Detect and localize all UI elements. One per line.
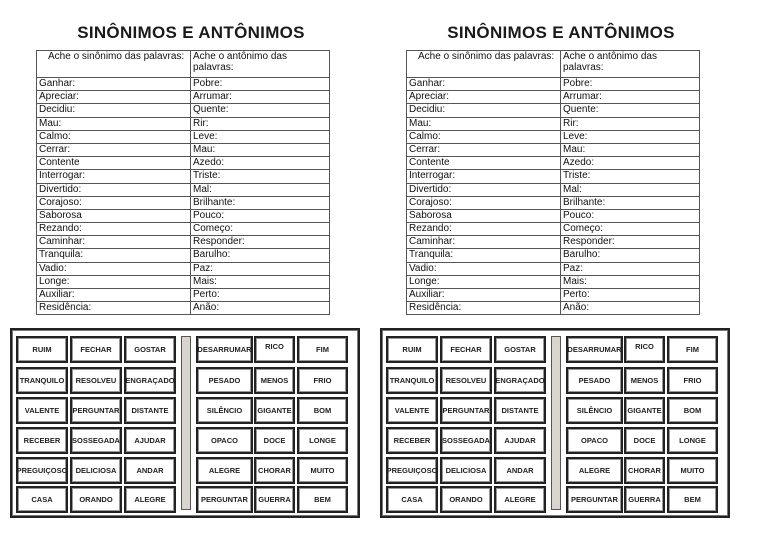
word-bank-cell: AJUDAR (494, 427, 546, 454)
synonym-word-cell[interactable]: Interrogar: (407, 170, 561, 183)
word-bank-cell: CASA (16, 486, 68, 513)
antonym-word-cell[interactable]: Mais: (191, 275, 330, 288)
table-row (407, 117, 700, 130)
table-header-row (37, 51, 330, 78)
word-bank-cell: DISTANTE (124, 397, 176, 424)
synonym-word-cell[interactable]: Apreciar: (407, 91, 561, 104)
word-bank-cell: GUERRA (624, 486, 665, 513)
table-row (37, 209, 330, 222)
word-bank-cell: MENOS (624, 367, 665, 394)
antonym-instruction: Ache o antônimo das palavras: (561, 51, 700, 78)
table-row (37, 91, 330, 104)
word-bank-cell: ORANDO (70, 486, 122, 513)
word-bank-cell: SILÊNCIO (196, 397, 253, 424)
antonym-word-cell[interactable]: Começo: (191, 223, 330, 236)
antonym-word-cell[interactable]: Pouco: (191, 209, 330, 222)
word-bank-cell: GIGANTE (624, 397, 665, 424)
word-bank-cell: PESADO (196, 367, 253, 394)
word-bank-cell: DESARRUMAR (196, 336, 253, 363)
word-bank-cell: FIM (667, 336, 718, 363)
word-bank-cell: ENGRAÇADO (124, 367, 176, 394)
antonym-word-cell[interactable]: Mal: (561, 183, 700, 196)
word-bank-cell: BEM (297, 486, 348, 513)
synonym-word-cell[interactable]: Longe: (407, 275, 561, 288)
synonym-word-cell[interactable]: Apreciar: (37, 91, 191, 104)
word-bank-cell: ANDAR (124, 457, 176, 484)
word-bank-cell: PERGUNTAR (70, 397, 122, 424)
antonym-instruction: Ache o antônimo das palavras: (191, 51, 330, 78)
word-bank-cell: FIM (297, 336, 348, 363)
word-bank-cell: CHORAR (254, 457, 295, 484)
word-bank-cell: BOM (667, 397, 718, 424)
antonym-word-cell[interactable]: Leve: (191, 130, 330, 143)
synonym-word-cell[interactable]: Decidiu: (37, 104, 191, 117)
table-row (407, 143, 700, 156)
table-row (37, 275, 330, 288)
word-bank-cell: BEM (667, 486, 718, 513)
synonym-word-cell[interactable]: Interrogar: (37, 170, 191, 183)
word-bank-cell: DISTANTE (494, 397, 546, 424)
word-bank-cell: DELICIOSA (440, 457, 492, 484)
synonym-word-cell[interactable]: Calmo: (37, 130, 191, 143)
word-bank-cell: GOSTAR (494, 336, 546, 363)
antonym-word-cell[interactable]: Azedo: (561, 157, 700, 170)
table-row (407, 223, 700, 236)
table-row (37, 183, 330, 196)
table-row (37, 302, 330, 315)
synonym-antonym-table (406, 50, 700, 315)
word-bank-cell: DOCE (254, 427, 295, 454)
antonym-word-cell[interactable]: Barulho: (191, 249, 330, 262)
antonym-word-cell[interactable]: Perto: (561, 289, 700, 302)
antonym-word-cell[interactable]: Triste: (191, 170, 330, 183)
word-bank-cell: SOSSEGADA (70, 427, 122, 454)
word-bank-cell: VALENTE (16, 397, 68, 424)
synonym-word-cell[interactable]: Ganhar: (37, 78, 191, 91)
synonym-word-cell[interactable]: Calmo: (407, 130, 561, 143)
word-bank-cell: ALEGRE (494, 486, 546, 513)
table-row (407, 157, 700, 170)
word-bank-cell: RUIM (386, 336, 438, 363)
table-row (37, 196, 330, 209)
word-bank-cell: FECHAR (440, 336, 492, 363)
synonym-word-cell[interactable]: Tranquila: (407, 249, 561, 262)
word-bank-cell: LONGE (667, 427, 718, 454)
synonym-word-cell[interactable]: Contente (37, 157, 191, 170)
word-bank-cell: TRANQUILO (386, 367, 438, 394)
synonym-word-cell[interactable]: Residência: (407, 302, 561, 315)
antonym-word-cell[interactable]: Arrumar: (191, 91, 330, 104)
word-bank-cell: RICO (624, 336, 665, 363)
word-bank-cell: CASA (386, 486, 438, 513)
word-bank-cell: OPACO (196, 427, 253, 454)
table-row (407, 236, 700, 249)
table-row (37, 289, 330, 302)
synonym-word-cell[interactable]: Longe: (37, 275, 191, 288)
table-row (407, 130, 700, 143)
antonym-word-cell[interactable]: Mal: (191, 183, 330, 196)
antonym-word-cell[interactable]: Leve: (561, 130, 700, 143)
word-bank-cell: RESOLVEU (440, 367, 492, 394)
word-bank-cell: RICO (254, 336, 295, 363)
synonym-word-cell[interactable]: Corajoso: (407, 196, 561, 209)
word-bank-cell: ALEGRE (566, 457, 623, 484)
antonym-word-cell[interactable]: Mau: (561, 143, 700, 156)
worksheet-title: SINÔNIMOS E ANTÔNIMOS (447, 23, 675, 42)
antonym-word-cell[interactable]: Pobre: (561, 78, 700, 91)
table-row (407, 249, 700, 262)
word-bank-cell: ALEGRE (124, 486, 176, 513)
table-row (37, 130, 330, 143)
word-bank-cell: GUERRA (254, 486, 295, 513)
synonym-word-cell[interactable]: Cerrar: (407, 143, 561, 156)
antonym-word-cell[interactable]: Brilhante: (191, 196, 330, 209)
antonym-word-cell[interactable]: Quente: (561, 104, 700, 117)
table-row (37, 249, 330, 262)
antonym-word-cell[interactable]: Mau: (191, 143, 330, 156)
synonym-word-cell[interactable]: Contente (407, 157, 561, 170)
antonym-word-cell[interactable]: Anão: (191, 302, 330, 315)
antonym-word-cell[interactable]: Rir: (561, 117, 700, 130)
antonym-word-cell[interactable]: Mais: (561, 275, 700, 288)
antonym-word-cell[interactable]: Barulho: (561, 249, 700, 262)
word-bank-cell: PESADO (566, 367, 623, 394)
word-bank-cell: MUITO (667, 457, 718, 484)
word-bank-cell: PERGUNTAR (196, 486, 253, 513)
synonym-word-cell[interactable]: Saborosa (407, 209, 561, 222)
word-bank-cell: LONGE (297, 427, 348, 454)
word-bank-cell: SOSSEGADA (440, 427, 492, 454)
table-row (37, 78, 330, 91)
word-bank-cell: VALENTE (386, 397, 438, 424)
synonym-word-cell[interactable]: Divertido: (37, 183, 191, 196)
antonym-word-cell[interactable]: Pobre: (191, 78, 330, 91)
table-row (407, 104, 700, 117)
table-row (407, 196, 700, 209)
table-row (407, 91, 700, 104)
antonym-word-cell[interactable]: Pouco: (561, 209, 700, 222)
antonym-word-cell[interactable]: Arrumar: (561, 91, 700, 104)
synonym-antonym-table (36, 50, 330, 315)
word-bank-cell: SILÊNCIO (566, 397, 623, 424)
word-bank-cell: GIGANTE (254, 397, 295, 424)
synonym-word-cell[interactable]: Rezando: (37, 223, 191, 236)
word-bank-cell: ANDAR (494, 457, 546, 484)
grid-divider (181, 336, 191, 510)
synonym-word-cell[interactable]: Ganhar: (407, 78, 561, 91)
table-header-row (407, 51, 700, 78)
synonym-instruction: Ache o sinônimo das palavras: (407, 51, 561, 78)
antonym-word-cell[interactable]: Responder: (561, 236, 700, 249)
word-bank-grid (380, 328, 730, 518)
word-bank-cell: BOM (297, 397, 348, 424)
synonym-word-cell[interactable]: Corajoso: (37, 196, 191, 209)
word-bank-cell: FRIO (297, 367, 348, 394)
antonym-word-cell[interactable]: Brilhante: (561, 196, 700, 209)
synonym-word-cell[interactable]: Rezando: (407, 223, 561, 236)
worksheet-right (376, 0, 746, 543)
word-bank-cell: DESARRUMAR (566, 336, 623, 363)
word-bank-cell: FECHAR (70, 336, 122, 363)
word-bank-cell: OPACO (566, 427, 623, 454)
word-bank-cell: GOSTAR (124, 336, 176, 363)
word-bank-cell: PREGUIÇOSO (16, 457, 68, 484)
worksheet-left (6, 0, 376, 543)
antonym-word-cell[interactable]: Azedo: (191, 157, 330, 170)
word-bank-cell: RECEBER (386, 427, 438, 454)
antonym-word-cell[interactable]: Começo: (561, 223, 700, 236)
worksheet-title: SINÔNIMOS E ANTÔNIMOS (77, 23, 305, 42)
synonym-word-cell[interactable]: Auxiliar: (37, 289, 191, 302)
synonym-word-cell[interactable]: Divertido: (407, 183, 561, 196)
synonym-word-cell[interactable]: Caminhar: (37, 236, 191, 249)
word-bank-cell: PERGUNTAR (566, 486, 623, 513)
table-row (37, 157, 330, 170)
word-bank-cell: CHORAR (624, 457, 665, 484)
table-row (407, 302, 700, 315)
word-bank-cell: DELICIOSA (70, 457, 122, 484)
table-row (37, 117, 330, 130)
synonym-word-cell[interactable]: Saborosa (37, 209, 191, 222)
word-bank-cell: TRANQUILO (16, 367, 68, 394)
antonym-word-cell[interactable]: Quente: (191, 104, 330, 117)
word-bank-cell: AJUDAR (124, 427, 176, 454)
table-row (37, 104, 330, 117)
synonym-word-cell[interactable]: Vadio: (37, 262, 191, 275)
table-row (407, 170, 700, 183)
word-bank-cell: MENOS (254, 367, 295, 394)
synonym-word-cell[interactable]: Mau: (407, 117, 561, 130)
antonym-word-cell[interactable]: Paz: (191, 262, 330, 275)
table-row (37, 262, 330, 275)
word-bank-cell: RESOLVEU (70, 367, 122, 394)
synonym-word-cell[interactable]: Mau: (37, 117, 191, 130)
synonym-word-cell[interactable]: Auxiliar: (407, 289, 561, 302)
word-bank-cell: PREGUIÇOSO (386, 457, 438, 484)
antonym-word-cell[interactable]: Perto: (191, 289, 330, 302)
word-bank-grid (10, 328, 360, 518)
word-bank-cell: ENGRAÇADO (494, 367, 546, 394)
table-row (407, 262, 700, 275)
synonym-word-cell[interactable]: Caminhar: (407, 236, 561, 249)
table-row (37, 170, 330, 183)
synonym-word-cell[interactable]: Residência: (37, 302, 191, 315)
synonym-instruction: Ache o sinônimo das palavras: (37, 51, 191, 78)
antonym-word-cell[interactable]: Rir: (191, 117, 330, 130)
table-row (407, 289, 700, 302)
table-row (407, 209, 700, 222)
word-bank-cell: ALEGRE (196, 457, 253, 484)
antonym-word-cell[interactable]: Paz: (561, 262, 700, 275)
synonym-word-cell[interactable]: Cerrar: (37, 143, 191, 156)
synonym-word-cell[interactable]: Decidiu: (407, 104, 561, 117)
antonym-word-cell[interactable]: Anão: (561, 302, 700, 315)
table-row (37, 236, 330, 249)
table-row (37, 223, 330, 236)
word-bank-cell: PERGUNTAR (440, 397, 492, 424)
table-row (407, 78, 700, 91)
word-bank-cell: FRIO (667, 367, 718, 394)
table-row (37, 143, 330, 156)
grid-divider (551, 336, 561, 510)
antonym-word-cell[interactable]: Triste: (561, 170, 700, 183)
table-row (407, 275, 700, 288)
word-bank-cell: MUITO (297, 457, 348, 484)
word-bank-cell: RECEBER (16, 427, 68, 454)
synonym-word-cell[interactable]: Vadio: (407, 262, 561, 275)
table-row (407, 183, 700, 196)
word-bank-cell: DOCE (624, 427, 665, 454)
synonym-word-cell[interactable]: Tranquila: (37, 249, 191, 262)
antonym-word-cell[interactable]: Responder: (191, 236, 330, 249)
word-bank-cell: RUIM (16, 336, 68, 363)
word-bank-cell: ORANDO (440, 486, 492, 513)
